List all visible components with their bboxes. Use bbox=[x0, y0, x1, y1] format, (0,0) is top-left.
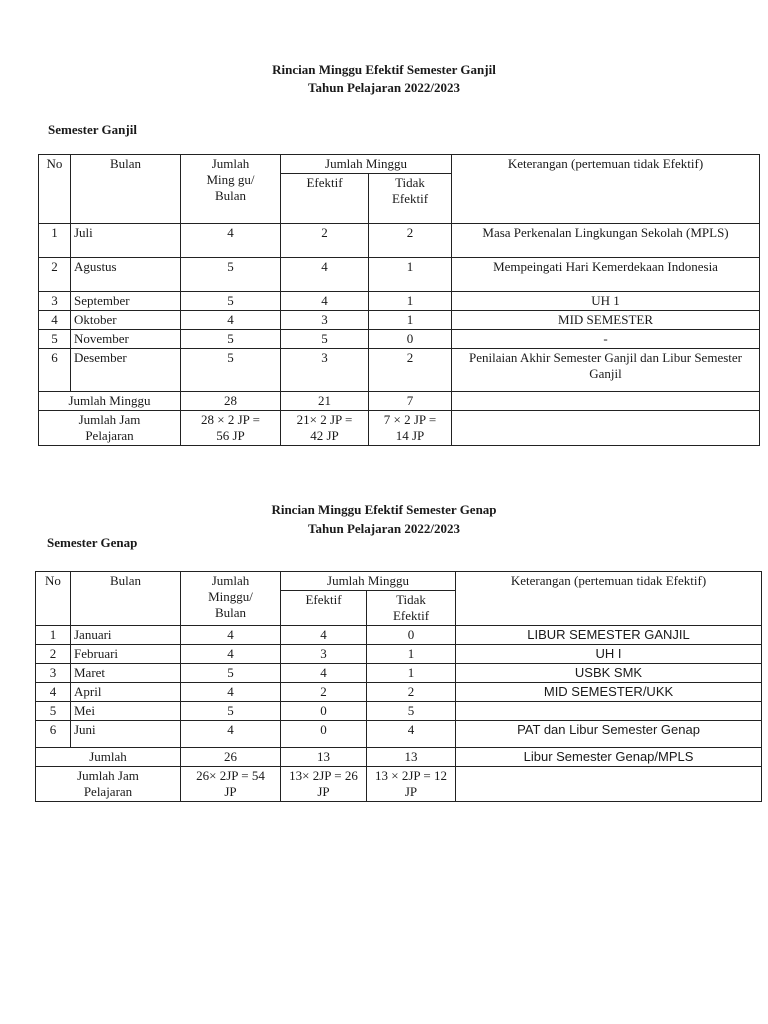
genap-title: Rincian Minggu Efektif Semester Genap bbox=[271, 502, 497, 517]
jp-efektif: 13× 2JP = 26 JP bbox=[281, 767, 367, 802]
header-tidak-efektif: Tidak Efektif bbox=[369, 174, 452, 224]
row-jumlah: 4 bbox=[181, 721, 281, 748]
row-no: 2 bbox=[36, 645, 71, 664]
jp-efektif: 21× 2 JP = 42 JP bbox=[281, 411, 369, 446]
table-row bbox=[39, 311, 760, 330]
table-row bbox=[39, 292, 760, 311]
row-keterangan: UH 1 bbox=[452, 292, 760, 311]
row-bulan: Mei bbox=[71, 702, 181, 721]
header-bulan: Bulan bbox=[71, 155, 181, 224]
row-efektif: 0 bbox=[281, 721, 367, 748]
ganjil-section-label: Semester Ganjil bbox=[48, 122, 137, 137]
total-keterangan bbox=[452, 392, 760, 411]
row-keterangan: MID SEMESTER bbox=[452, 311, 760, 330]
table-row bbox=[39, 224, 760, 258]
header-tidak-efektif: Tidak Efektif bbox=[367, 591, 456, 626]
row-efektif: 0 bbox=[281, 702, 367, 721]
row-efektif: 4 bbox=[281, 626, 367, 645]
header-jumlah-minggu: Jumlah Minggu bbox=[281, 572, 456, 591]
row-efektif: 3 bbox=[281, 311, 369, 330]
row-tidak-efektif: 1 bbox=[367, 645, 456, 664]
total-label: Jumlah Minggu bbox=[39, 392, 181, 411]
row-jumlah: 5 bbox=[181, 664, 281, 683]
table-row bbox=[39, 330, 760, 349]
row-tidak-efektif: 0 bbox=[367, 626, 456, 645]
row-efektif: 3 bbox=[281, 645, 367, 664]
row-bulan: Oktober bbox=[71, 311, 181, 330]
row-efektif: 4 bbox=[281, 664, 367, 683]
row-keterangan: Mempeingati Hari Kemerdekaan Indonesia bbox=[452, 258, 760, 292]
row-tidak-efektif: 1 bbox=[369, 292, 452, 311]
table-row bbox=[36, 645, 762, 664]
header-keterangan: Keterangan (pertemuan tidak Efektif) bbox=[452, 155, 760, 224]
header-jumlah-minggu: Jumlah Minggu bbox=[281, 155, 452, 174]
row-bulan: Desember bbox=[71, 349, 181, 392]
row-tidak-efektif: 1 bbox=[369, 311, 452, 330]
header-jumlah-minggu-bulan: Jumlah Ming gu/ Bulan bbox=[181, 155, 281, 224]
row-efektif: 3 bbox=[281, 349, 369, 392]
row-no: 1 bbox=[39, 224, 71, 258]
jp-jumlah: 26× 2JP = 54 JP bbox=[181, 767, 281, 802]
total-keterangan: Libur Semester Genap/MPLS bbox=[456, 748, 762, 767]
row-efektif: 4 bbox=[281, 292, 369, 311]
row-efektif: 2 bbox=[281, 224, 369, 258]
row-keterangan: - bbox=[452, 330, 760, 349]
row-tidak-efektif: 1 bbox=[367, 664, 456, 683]
row-tidak-efektif: 5 bbox=[367, 702, 456, 721]
header-efektif: Efektif bbox=[281, 174, 369, 224]
row-efektif: 2 bbox=[281, 683, 367, 702]
jp-tidak-efektif: 7 × 2 JP = 14 JP bbox=[369, 411, 452, 446]
total-efektif: 13 bbox=[281, 748, 367, 767]
table-row bbox=[36, 626, 762, 645]
total-tidak-efektif: 13 bbox=[367, 748, 456, 767]
row-tidak-efektif: 4 bbox=[367, 721, 456, 748]
genap-table bbox=[35, 571, 762, 802]
row-no: 5 bbox=[39, 330, 71, 349]
row-no: 3 bbox=[36, 664, 71, 683]
row-keterangan: USBK SMK bbox=[456, 664, 762, 683]
row-tidak-efektif: 2 bbox=[369, 349, 452, 392]
row-jumlah: 5 bbox=[181, 292, 281, 311]
jp-jumlah: 28 × 2 JP = 56 JP bbox=[181, 411, 281, 446]
row-jumlah: 5 bbox=[181, 702, 281, 721]
header-no: No bbox=[39, 155, 71, 224]
row-no: 2 bbox=[39, 258, 71, 292]
row-keterangan: LIBUR SEMESTER GANJIL bbox=[456, 626, 762, 645]
jp-label: Jumlah Jam Pelajaran bbox=[36, 767, 181, 802]
row-jumlah: 4 bbox=[181, 224, 281, 258]
ganjil-table bbox=[38, 154, 760, 446]
row-jumlah: 5 bbox=[181, 349, 281, 392]
row-no: 4 bbox=[39, 311, 71, 330]
row-keterangan: UH I bbox=[456, 645, 762, 664]
row-keterangan: Masa Perkenalan Lingkungan Sekolah (MPLS) bbox=[452, 224, 760, 258]
row-no: 5 bbox=[36, 702, 71, 721]
row-no: 6 bbox=[39, 349, 71, 392]
header-jumlah-minggu-bulan: Jumlah Minggu/ Bulan bbox=[181, 572, 281, 626]
row-bulan: September bbox=[71, 292, 181, 311]
total-tidak-efektif: 7 bbox=[369, 392, 452, 411]
total-label: Jumlah bbox=[36, 748, 181, 767]
table-row bbox=[36, 721, 762, 748]
jp-keterangan bbox=[452, 411, 760, 446]
row-jumlah: 4 bbox=[181, 626, 281, 645]
row-efektif: 4 bbox=[281, 258, 369, 292]
table-row bbox=[36, 683, 762, 702]
row-bulan: November bbox=[71, 330, 181, 349]
row-keterangan: PAT dan Libur Semester Genap bbox=[456, 721, 762, 748]
row-bulan: Januari bbox=[71, 626, 181, 645]
jp-label: Jumlah Jam Pelajaran bbox=[39, 411, 181, 446]
total-jumlah: 26 bbox=[181, 748, 281, 767]
row-no: 4 bbox=[36, 683, 71, 702]
row-bulan: Februari bbox=[71, 645, 181, 664]
jp-keterangan bbox=[456, 767, 762, 802]
row-bulan: Maret bbox=[71, 664, 181, 683]
table-row bbox=[36, 702, 762, 721]
row-efektif: 5 bbox=[281, 330, 369, 349]
table-row bbox=[39, 258, 760, 292]
total-row bbox=[39, 392, 760, 411]
row-tidak-efektif: 1 bbox=[369, 258, 452, 292]
ganjil-year: Tahun Pelajaran 2022/2023 bbox=[308, 80, 460, 95]
row-jumlah: 5 bbox=[181, 330, 281, 349]
total-jumlah: 28 bbox=[181, 392, 281, 411]
row-keterangan: MID SEMESTER/UKK bbox=[456, 683, 762, 702]
row-bulan: Juli bbox=[71, 224, 181, 258]
row-keterangan bbox=[456, 702, 762, 721]
row-bulan: April bbox=[71, 683, 181, 702]
row-jumlah: 4 bbox=[181, 311, 281, 330]
row-tidak-efektif: 0 bbox=[369, 330, 452, 349]
row-tidak-efektif: 2 bbox=[369, 224, 452, 258]
total-efektif: 21 bbox=[281, 392, 369, 411]
jp-row bbox=[36, 767, 762, 802]
genap-year: Tahun Pelajaran 2022/2023 bbox=[308, 521, 460, 536]
row-keterangan: Penilaian Akhir Semester Ganjil dan Libur Semester Ganjil bbox=[452, 349, 760, 392]
row-tidak-efektif: 2 bbox=[367, 683, 456, 702]
row-bulan: Agustus bbox=[71, 258, 181, 292]
header-keterangan: Keterangan (pertemuan tidak Efektif) bbox=[456, 572, 762, 626]
jp-row bbox=[39, 411, 760, 446]
ganjil-title: Rincian Minggu Efektif Semester Ganjil bbox=[272, 62, 496, 77]
jp-tidak-efektif: 13 × 2JP = 12 JP bbox=[367, 767, 456, 802]
row-jumlah: 4 bbox=[181, 683, 281, 702]
header-bulan: Bulan bbox=[71, 572, 181, 626]
genap-section-label: Semester Genap bbox=[47, 535, 138, 550]
total-row bbox=[36, 748, 762, 767]
table-row bbox=[36, 664, 762, 683]
row-bulan: Juni bbox=[71, 721, 181, 748]
row-jumlah: 5 bbox=[181, 258, 281, 292]
table-row bbox=[39, 349, 760, 392]
row-no: 1 bbox=[36, 626, 71, 645]
row-no: 6 bbox=[36, 721, 71, 748]
header-efektif: Efektif bbox=[281, 591, 367, 626]
row-no: 3 bbox=[39, 292, 71, 311]
row-jumlah: 4 bbox=[181, 645, 281, 664]
header-no: No bbox=[36, 572, 71, 626]
